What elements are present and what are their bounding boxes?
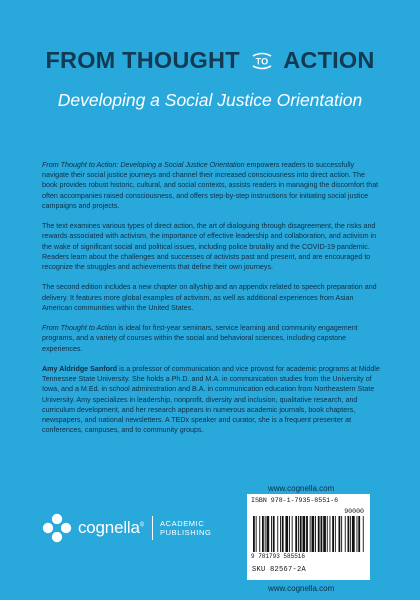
isbn: ISBN 978-1-7935-8551-6: [251, 497, 339, 504]
description-paragraph-1: [42, 160, 380, 211]
barcode-bar: [310, 516, 311, 552]
description-paragraph-3: The second edition includes a new chapter on allyship and an appendix related to speech preparation and delivery. It features more global examples of activism, as well as additional experiences from Asian American communities within the United States.: [42, 283, 377, 312]
title-right: ACTION: [283, 47, 375, 74]
barcode-bars: [253, 516, 364, 552]
barcode-bar: [277, 516, 278, 552]
barcode-bar: [332, 516, 334, 552]
barcode-bar: [363, 516, 364, 552]
barcode-bar: [295, 516, 297, 552]
barcode-bar: [352, 516, 355, 552]
barcode-bar: [265, 516, 266, 552]
publisher-tagline: ACADEMIC PUBLISHING: [159, 519, 212, 537]
title-left: FROM THOUGHT: [45, 47, 240, 74]
author-bio: [42, 364, 380, 435]
publisher-website-bottom: www.cognella.com: [268, 584, 335, 593]
book-title-italic: From Thought to Action: Developing a Social Justice Orientation: [42, 161, 245, 169]
barcode-bar: [323, 516, 326, 552]
barcode-bar: [357, 516, 358, 552]
barcode-bar: [306, 516, 308, 552]
barcode-bar: [312, 516, 315, 552]
description-paragraph-4: [42, 323, 380, 354]
book-subtitle: Developing a Social Justice Orientation: [57, 90, 363, 110]
barcode-bar: [303, 516, 306, 552]
author-bio-text: is a professor of communication and vice provost for academic programs at Middle Tennessee State University. She holds a Ph.D. and M.A. in communication studies from the University of Iowa, and a M.Ed. in school administration and B.A. in communication education from Northeastern State University. Amy specializes in leadership, nonprofit, diversity and inclusion, qualitative research, and curriculum development, and her research appears in numerous academic journals, book chapters, newspapers, and national newsletters. A TEDx speaker and curator, she is a frequent presenter at conferences, campuses, and to community groups.: [42, 365, 380, 435]
cognella-flower-icon: [40, 511, 74, 545]
barcode-bar: [300, 516, 302, 552]
to-emblem-icon: [250, 49, 274, 73]
back-cover-description: [42, 160, 380, 446]
barcode-bar: [318, 516, 320, 552]
price-code: 90000: [344, 508, 364, 515]
barcode-bar: [267, 516, 270, 552]
barcode-bar: [273, 516, 275, 552]
author-name: Amy Aldridge Sanford: [42, 365, 118, 373]
publisher-website-top: www.cognella.com: [268, 484, 335, 493]
barcode-digits: 9 781793 585516: [251, 553, 306, 560]
barcode-bar: [259, 516, 260, 552]
description-paragraph-2: The text examines various types of direct action, the art of dialoguing through disagreement, the risks and rewards associated with activism, the importance of effective leadership and collaboration, and activism in the wake of significant social and political issues, including police brutality and the COVID-19 pandemic. Readers learn about the challenges and successes of activists past and present, and are encouraged to recognize the struggles and achievements that define their own journeys.: [42, 222, 377, 272]
barcode-bar: [350, 516, 351, 552]
barcode-bar: [298, 516, 299, 552]
barcode-bar: [335, 516, 336, 552]
barcode-bar: [292, 516, 293, 552]
title-to: TO: [255, 56, 268, 67]
barcode-bar: [256, 516, 257, 552]
barcode-bar: [327, 516, 328, 552]
publisher-name: cognella®: [78, 518, 144, 537]
book-title-italic-short: From Thought to Action: [42, 324, 117, 333]
barcode-bar: [315, 516, 316, 552]
sku: SKU 82567-2A: [252, 566, 307, 574]
barcode-bar: [282, 516, 284, 552]
barcode-bar: [348, 516, 350, 552]
barcode-bar: [345, 516, 346, 552]
barcode-bar: [321, 516, 323, 552]
barcode-bar: [262, 516, 264, 552]
publisher-logo: [40, 510, 211, 546]
barcode-bar: [271, 516, 272, 552]
barcode-bar: [280, 516, 281, 552]
paragraph-1-text: empowers readers to successfully navigate their social justice journeys and channel their increased consciousness into direct action. The book provides robust historic, cultural, and social contexts, assists readers in managing the discomfort that often accompanies raised consciousness, and offers step-by-step instructions for initiating social justice campaigns and projects.: [42, 161, 379, 210]
book-title: [0, 46, 420, 74]
barcode-bar: [339, 516, 341, 552]
logo-divider: [152, 516, 153, 540]
barcode-bar: [341, 516, 342, 552]
barcode-bar: [289, 516, 290, 552]
barcode-bar: [253, 516, 255, 552]
barcode-bar: [330, 516, 331, 552]
barcode-bar: [358, 516, 360, 552]
barcode-bar: [285, 516, 288, 552]
paragraph-4-text: is ideal for first-year seminars, service learning and community engagement programs, and a variety of courses within the social and behavioral sciences, including capstone experiences.: [42, 324, 358, 353]
barcode-panel: [247, 494, 370, 580]
